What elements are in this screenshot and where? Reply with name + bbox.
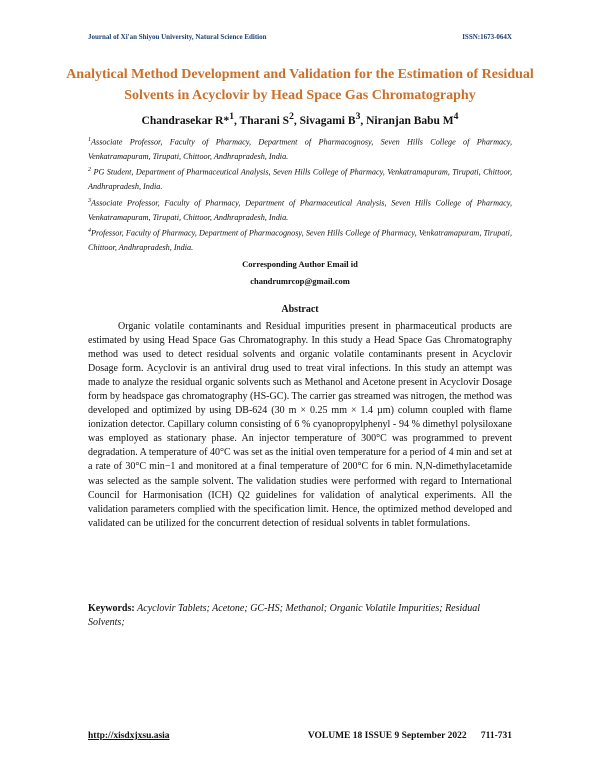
affiliation: $^1$Associate Professor, Faculty of Pharmacy, Department of Pharmacognosy, Seven Hills College of Pharmacy, Venkatramapuram, Tirupati, Chittoor, Andhrapradesh, India. [88,137,512,161]
author-list: Chandrasekar R*$^1$, Tharani $S^2$, Sivagami $B^3$, Niranjan Babu $M^4$ [141,111,459,127]
page-range: 711-731 [480,731,512,741]
affiliation: $^3$Associate Professor, Faculty of Pharmacy, Department of Pharmaceutical Analysis, Seven Hills College of Pharmacy, Venkatramapuram, Tirupati, Chittoor, Andhrapradesh, India. [88,198,512,222]
running-header [88,33,512,41]
corresponding-label: Corresponding Author Email id [242,259,358,269]
keywords [88,602,512,630]
journal-name: Journal of Xi'an Shiyou University, Natural Science Edition [88,33,267,41]
affiliation: $^4$Professor, Faculty of Pharmacy, Department of Pharmacognosy, Seven Hills College of Pharmacy, Venkatramapuram, Tirupati, Chittoor, Andhrapradesh, India. [88,228,512,252]
page-footer [88,731,512,741]
abstract-heading: Abstract [281,304,319,315]
author: Niranjan Babu $M^4$ [366,111,459,127]
keywords-list: Acyclovir Tablets; Acetone; GC-HS; Methanol; Organic Volatile Impurities; Residual Solvents; [88,603,481,629]
author: Sivagami $B^3$ [299,111,361,127]
keywords-label: Keywords: [88,603,135,614]
author: Tharani $S^2$ [239,111,294,127]
paper-title: Analytical Method Development and Validation for the Estimation of Residual Solvents in Acyclovir by Head Space Gas Chromatography [66,67,534,103]
author: Chandrasekar R*$^1$ [141,111,234,127]
abstract-body: Organic volatile contaminants and Residual impurities present in pharmaceutical products are estimated by using Head Space Gas Chromatography. In this study a Head Space Gas Chromatography method was used to detect residual solvents and organic volatile contaminants present in Acyclovir Dosage form. Acyclovir is an antiviral drug used to treat viral infections. In this study an attempt was made to analyze the residual organic solvents such as Methanol and Acetone present in Acyclovir Dosage form by headspace gas chromatography (HS-GC). The carrier gas streamed was nitrogen, the method was developed and optimized by using DB-624 (30 m × 0.25 mm × 1.4 µm) column coupled with flame ionization detector. Capillary column consisting of 6 % cyanopropylphenyl - 94 % dimethyl polysiloxane was employed as stationary phase. An injector temperature of 300°C was programmed to prevent degradation. A temperature of 40°C was set as the initial oven temperature for a period of 4 min and set at a rate of 30°C min−1 and monitored at a final temperature of 200°C for 6 min. N,N-dimethylacetamide was selected as the sample solvent. The validation studies were performed with regard to International Council for Harmonisation (ICH) Q2 guidelines for validation of analytical experiments. All the validation parameters complied with the specification limit. Hence, the optimized method developed and validated can be utilized for the concurrent detection of residual solvents in tablet formulations. [88,321,512,529]
corresponding-email[interactable]: chandrumrcop@gmail.com [250,276,350,286]
affiliation: $^2$ PG Student, Department of Pharmaceutical Analysis, Seven Hills College of Pharmacy, Venkatramapuram, Tirupati, Chittoor, Andhrapradesh, India. [88,167,512,191]
volume-issue: VOLUME 18 ISSUE 9 September 2022 711-731 [307,731,512,741]
issn: ISSN:1673-064X [462,33,512,41]
journal-url-link[interactable]: http://xisdxjxsu.asia [88,731,170,741]
